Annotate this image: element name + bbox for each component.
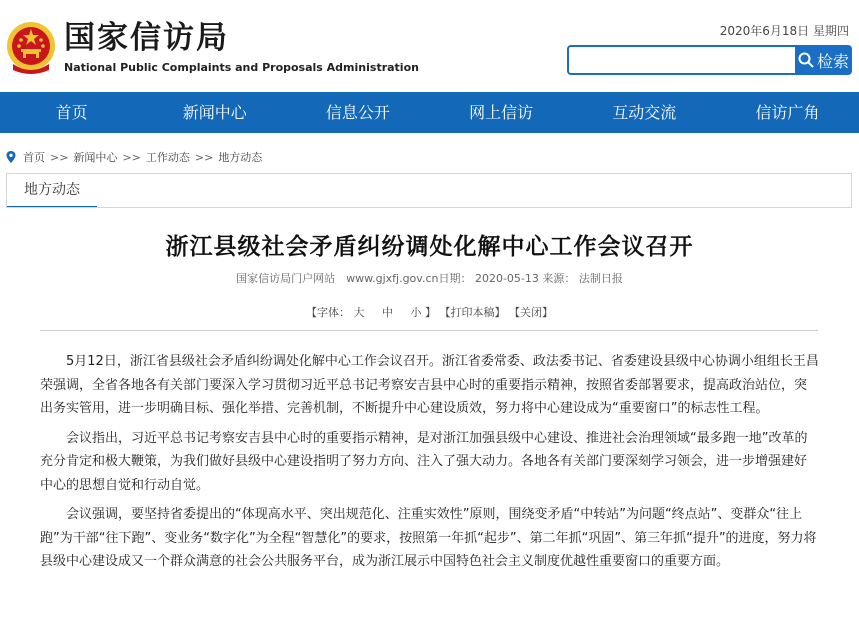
font-large-button[interactable]: 大 — [353, 306, 365, 319]
search-button[interactable] — [795, 45, 852, 75]
breadcrumb-separator: >> — [122, 150, 141, 164]
close-button[interactable]: 【关闭】 — [508, 306, 553, 319]
section-divider — [6, 207, 852, 208]
article-paragraph: 会议强调，要坚持省委提出的“体现高水平、突出规范化、注重实效性”原则，围绕变矛盾“中转站”为问题“终点站”、变群众“往上跑”为干部“往下跑”、变业务“数字化”为全程“智慧化”的要求，按照第一年抓“起步”、第二年抓“巩固”、第三年抓“提升”的进度，努力将县级中心建设成又一个群众满意的社会公共服务平台，成为浙江展示中国特色社会主义制度优越性重要窗口的重要方面。 — [40, 507, 817, 569]
nav-item-news[interactable]: 新闻中心 — [182, 103, 247, 122]
search-input[interactable] — [567, 45, 805, 75]
font-medium-button[interactable]: 中 — [382, 306, 393, 319]
location-pin-icon — [6, 151, 16, 163]
national-emblem-icon[interactable] — [5, 20, 57, 76]
nav-item-interaction[interactable]: 互动交流 — [612, 103, 677, 122]
breadcrumb-home[interactable]: 首页 — [23, 151, 45, 164]
breadcrumb-work-news[interactable]: 工作动态 — [145, 151, 190, 164]
breadcrumb-separator: >> — [194, 150, 214, 164]
article-body — [40, 350, 819, 580]
section-tab-local-news[interactable]: 地方动态 — [7, 174, 97, 208]
site-title[interactable]: 国家信访局 — [64, 20, 229, 56]
article-tools — [0, 304, 859, 320]
site-header — [0, 0, 859, 92]
current-date: 2020年6月18日 星期四 — [719, 24, 849, 38]
font-size-close-bracket: 】 — [424, 306, 436, 319]
section-header — [6, 173, 852, 207]
article-paragraph: 5月12日，浙江省县级社会矛盾纠纷调处化解中心工作会议召开。浙江省委常委、政法委书记、省委建设县级中心协调小组组长王昌荣强调，全省各地各有关部门要深入学习贯彻习近平总书记考察安吉县中心时的重要指示精神，按照省委部署要求，提高政治站位，突出务实管用，进一步明确目标、强化举措、完善机制，不断提升中心建设质效，努力将中心建设成为“重要窗口”的标志性工程。 — [40, 354, 819, 416]
print-button[interactable]: 【打印本稿】 — [439, 306, 506, 319]
breadcrumb-news[interactable]: 新闻中心 — [73, 151, 118, 164]
nav-item-online-petition[interactable]: 网上信访 — [469, 103, 534, 122]
nav-item-info-disclosure[interactable]: 信息公开 — [325, 103, 390, 122]
site-subtitle: National Public Complaints and Proposals Administration — [64, 61, 419, 74]
main-nav — [0, 92, 859, 133]
article-divider — [40, 330, 818, 331]
font-small-button[interactable]: 小 — [410, 306, 422, 319]
breadcrumb-separator: >> — [50, 150, 69, 164]
breadcrumb-local-news[interactable]: 地方动态 — [218, 151, 263, 164]
nav-item-home[interactable]: 首页 — [55, 103, 88, 122]
article-title: 浙江县级社会矛盾纠纷调处化解中心工作会议召开 — [165, 234, 694, 260]
article-paragraph: 会议指出，习近平总书记考察安吉县中心时的重要指示精神，是对浙江加强县级中心建设、推进社会治理领域“最多跑一地”改革的充分肯定和极大鞭策，为我们做好县级中心建设指明了努力方向、注入了强大动力。各地各有关部门要深刻学习领会，进一步增强建好中心的思想自觉和行动自觉。 — [40, 430, 808, 493]
breadcrumb — [6, 149, 262, 165]
search-icon — [798, 52, 814, 68]
search-button-label: 检索 — [816, 51, 849, 71]
font-size-label: 【字体： — [306, 306, 351, 319]
search-box — [567, 45, 852, 75]
article-meta: 国家信访局门户网站 www.gjxfj.gov.cn日期： 2020-05-13 来源： 法制日报 — [236, 272, 623, 285]
nav-item-petition-view[interactable]: 信访广角 — [755, 103, 820, 122]
